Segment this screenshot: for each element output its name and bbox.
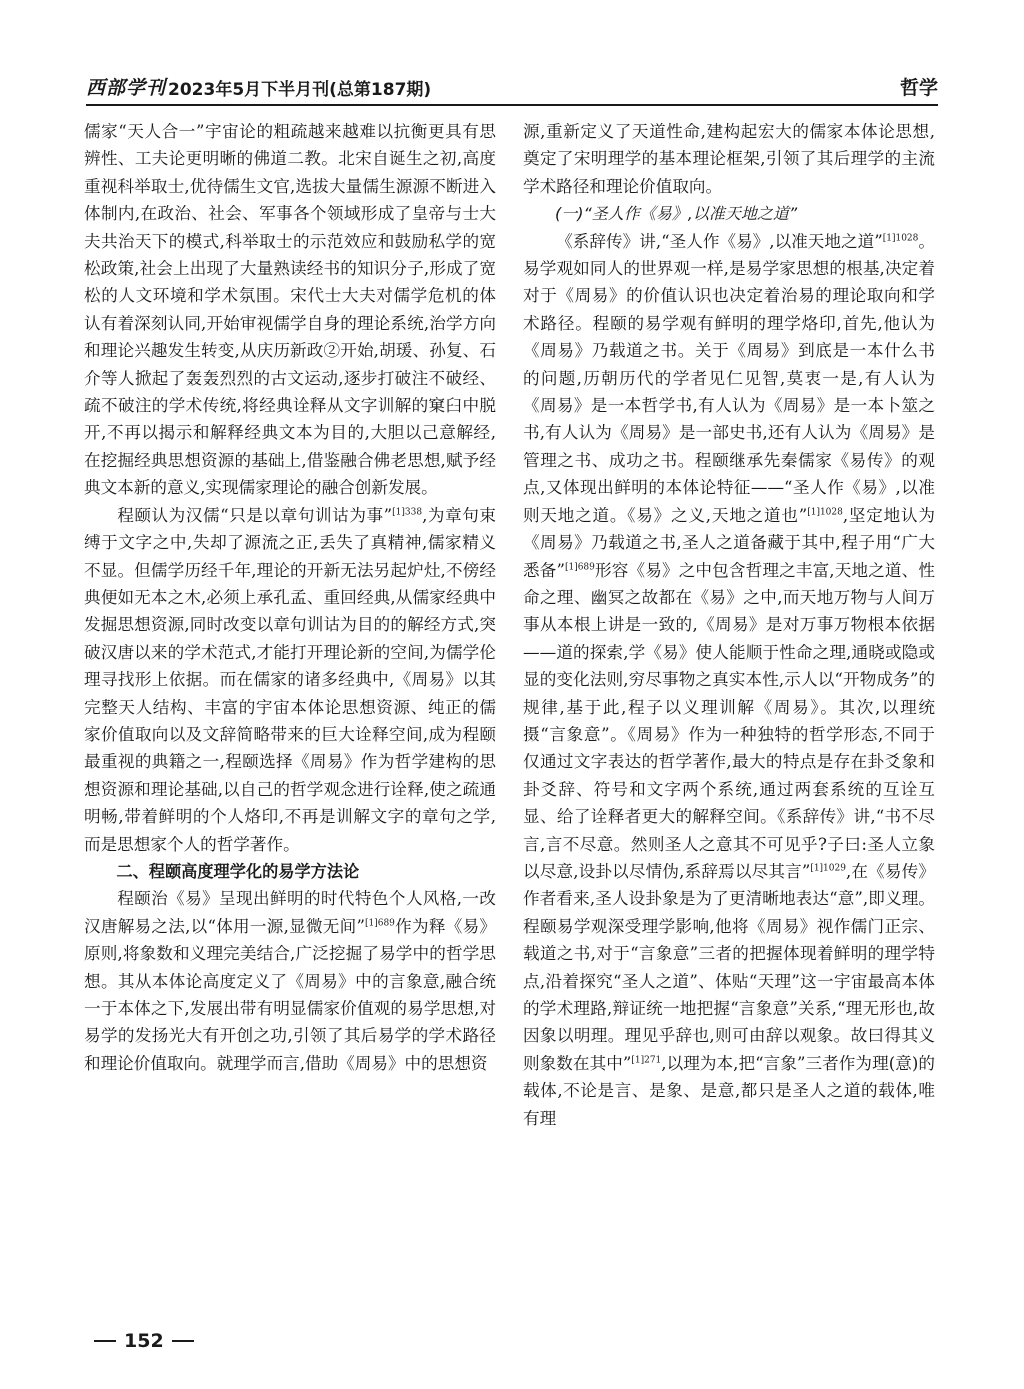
text: ,以理为本,把“言象”三者作为理(意)的载体,不论是言、是象、是意,都只是圣人之道的载体,唯有理 — [523, 1053, 935, 1128]
citation: [1]271 — [631, 1055, 662, 1066]
issue-info: 2023年5月下半月刊(总第187期) — [168, 80, 432, 100]
paragraph — [84, 118, 496, 502]
journal-logo: 西部学刊 — [86, 77, 167, 99]
section-heading: 二、程颐高度理学化的易学方法论 — [116, 861, 360, 881]
text: 开始,胡瑗、孙复、石介等人掀起了轰轰烈烈的古文运动,逐步打破注不破经、疏不破注的学术传统,将经典诠释从文字训解的窠臼中脱开,不再以揭示和解释经典文本为目的,大胆以己意解经,在挖掘经典思想资源的基础上,借鉴融合佛老思想,赋予经典文本新的意义,实现儒家理论的融合创新发展。 — [84, 341, 496, 498]
paragraph: 源,重新定义了天道性命,建构起宏大的儒家本体论思想,奠定了宋明理学的基本理论框架,引领了其后理学的主流学术路径和理论价值取向。 — [523, 122, 935, 196]
paragraph — [84, 885, 496, 1077]
text: 作为释《易》原则,将象数和义理完美结合,广泛挖掘了易学中的哲学思想。其从本体论高度定义了《周易》中的言象意,融合统一于本体之下,发展出带有明显儒家价值观的易学思想,对易学的发扬光大有开创之功,引领了其后易学的学术路径和理论价值取向。就理学而言,借助《周易》中的思想资 — [84, 916, 497, 1073]
citation: [1]338 — [392, 507, 423, 518]
citation: [1]689 — [364, 918, 395, 929]
citation: [1]1029 — [810, 863, 846, 874]
text: 形容《易》之中包含哲理之丰富,天地之道、性命之理、幽冥之故都在《易》之中,而天地万物与人间万事从本根上讲是一致的,《周易》是对万事万物根本依据——道的探索,学《易》使人能顺于性命之理,通晓或隐或显的变化法则,穷尽事物之真实本性,示人以“开物成务”的规律,基于此,程子以义理训解《周易》。其次,以理统摄“言象意”。《周易》作为一种独特的哲学形态,不同于仅通过文字表达的哲学著作,最大的特点是存在卦爻象和卦爻辞、符号和文字两个系统,通过两套系统的互诠互显、给了诠释者更大的解释空间。《系辞传》讲,“书不尽言,言不尽意。然则圣人之意其不可见乎?子曰:圣人立象以尽意,设卦以尽情伪,系辞焉以尽其言” — [523, 560, 935, 881]
section-tag: 哲学 — [899, 77, 938, 99]
citation: [1]1028 — [882, 233, 919, 244]
paragraph — [523, 228, 935, 1132]
text: ,为章句束缚于文字之中,失却了源流之正,丢失了真精神,儒家精义不显。但儒学历经千年,理论的开新无法另起炉灶,不傍经典便如无本之木,必须上承孔孟、重回经典,从儒家经典中发掘思想资源,同时改变以章句训诂为目的的解经方式,突破汉唐以来的学术范式,才能打开理论新的空间,为儒学伦理寻找形上依据。而在儒家的诸多经典中,《周易》以其完整天人结构、丰富的宇宙本体论思想资源、纯正的儒家价值取向以及文辞简略带来的巨大诠释空间,成为程颐最重视的典籍之一,程颐选择《周易》作为哲学建构的思想资源和理论基础,以自己的哲学观念进行诠释,使之疏通明畅,带着鲜明的个人烙印,不再是训解文字的章句之学,而是思想家个人的哲学著作。 — [84, 505, 496, 854]
subsection-heading: (一)“圣人作《易》,以准天地之道” — [555, 204, 798, 224]
text: 。易学观如同人的世界观一样,是易学家思想的根基,决定着对于《周易》的价值认识也决定着治易的理论取向和学术路径。程颐的易学观有鲜明的理学烙印,首先,他认为《周易》乃载道之书。关于《周易》到底是一本什么书的问题,历朝历代的学者见仁见智,莫衷一是,有人认为《周易》是一本哲学书,有人认为《周易》是一本卜筮之书,有人认为《周易》是一部史书,还有人认为《周易》是管理之书、成功之书。程颐继承先秦儒家《易传》的观点,又体现出鲜明的本体论特征——“圣人作《易》,以准则天地之道。《易》之义,天地之道也” — [523, 231, 936, 525]
text: 程颐治《易》呈现出鲜明的时代特色个人风格,一改汉唐解易之法,以“体用一源,显微无间” — [84, 889, 496, 936]
page-footer — [86, 1330, 202, 1352]
citation: [1]689 — [564, 561, 595, 572]
text: 《系辞传》讲,“圣人作《易》,以准天地之道” — [556, 231, 883, 251]
paragraph — [84, 502, 496, 858]
text: 程颐认为汉儒“只是以章句训诂为事” — [117, 505, 393, 525]
page-header — [86, 70, 938, 100]
footnote-marker: ② — [323, 341, 341, 361]
dash-right — [172, 1340, 194, 1342]
dash-left — [94, 1340, 116, 1342]
header-rule — [86, 104, 938, 106]
text: ,坚定地认为《周易》乃载道之书,圣人之道备藏于其中,程子用“广大悉备” — [523, 505, 935, 580]
text: 儒家“天人合一”宇宙论的粗疏越来越难以抗衡更具有思辨性、工夫论更明晰的佛道二教。北宋自诞生之初,高度重视科举取士,优待儒生文官,选拔大量儒生源源不断进入体制内,在政治、社会、军事各个领域形成了皇帝与士大夫共治天下的模式,科举取士的示范效应和鼓励私学的宽松政策,社会上出现了大量熟读经书的知识分子,形成了宽松的人文环境和学术氛围。宋代士大夫对儒学危机的体认有着深刻认同,开始审视儒学自身的理论系统,治学方向和理论兴趣发生转变,从庆历新政 — [84, 122, 496, 361]
journal-info — [86, 73, 431, 100]
right-column — [523, 118, 935, 1132]
left-column — [84, 118, 496, 1077]
text: ,在《易传》作者看来,圣人设卦象是为了更清晰地表达“意”,即义理。程颐易学观深受理学影响,他将《周易》视作儒门正宗、载道之书,对于“言象意”三者的把握体现着鲜明的理学特点,沿着探究“圣人之道”、体贴“天理”这一宇宙最高本体的学术理路,辩证统一地把握“言象意”关系,“理无形也,故因象以明理。理见乎辞也,则可由辞以观象。故曰得其义则象数在其中” — [523, 861, 935, 1073]
page-number: 152 — [124, 1330, 164, 1352]
citation: [1]1028 — [807, 507, 843, 518]
